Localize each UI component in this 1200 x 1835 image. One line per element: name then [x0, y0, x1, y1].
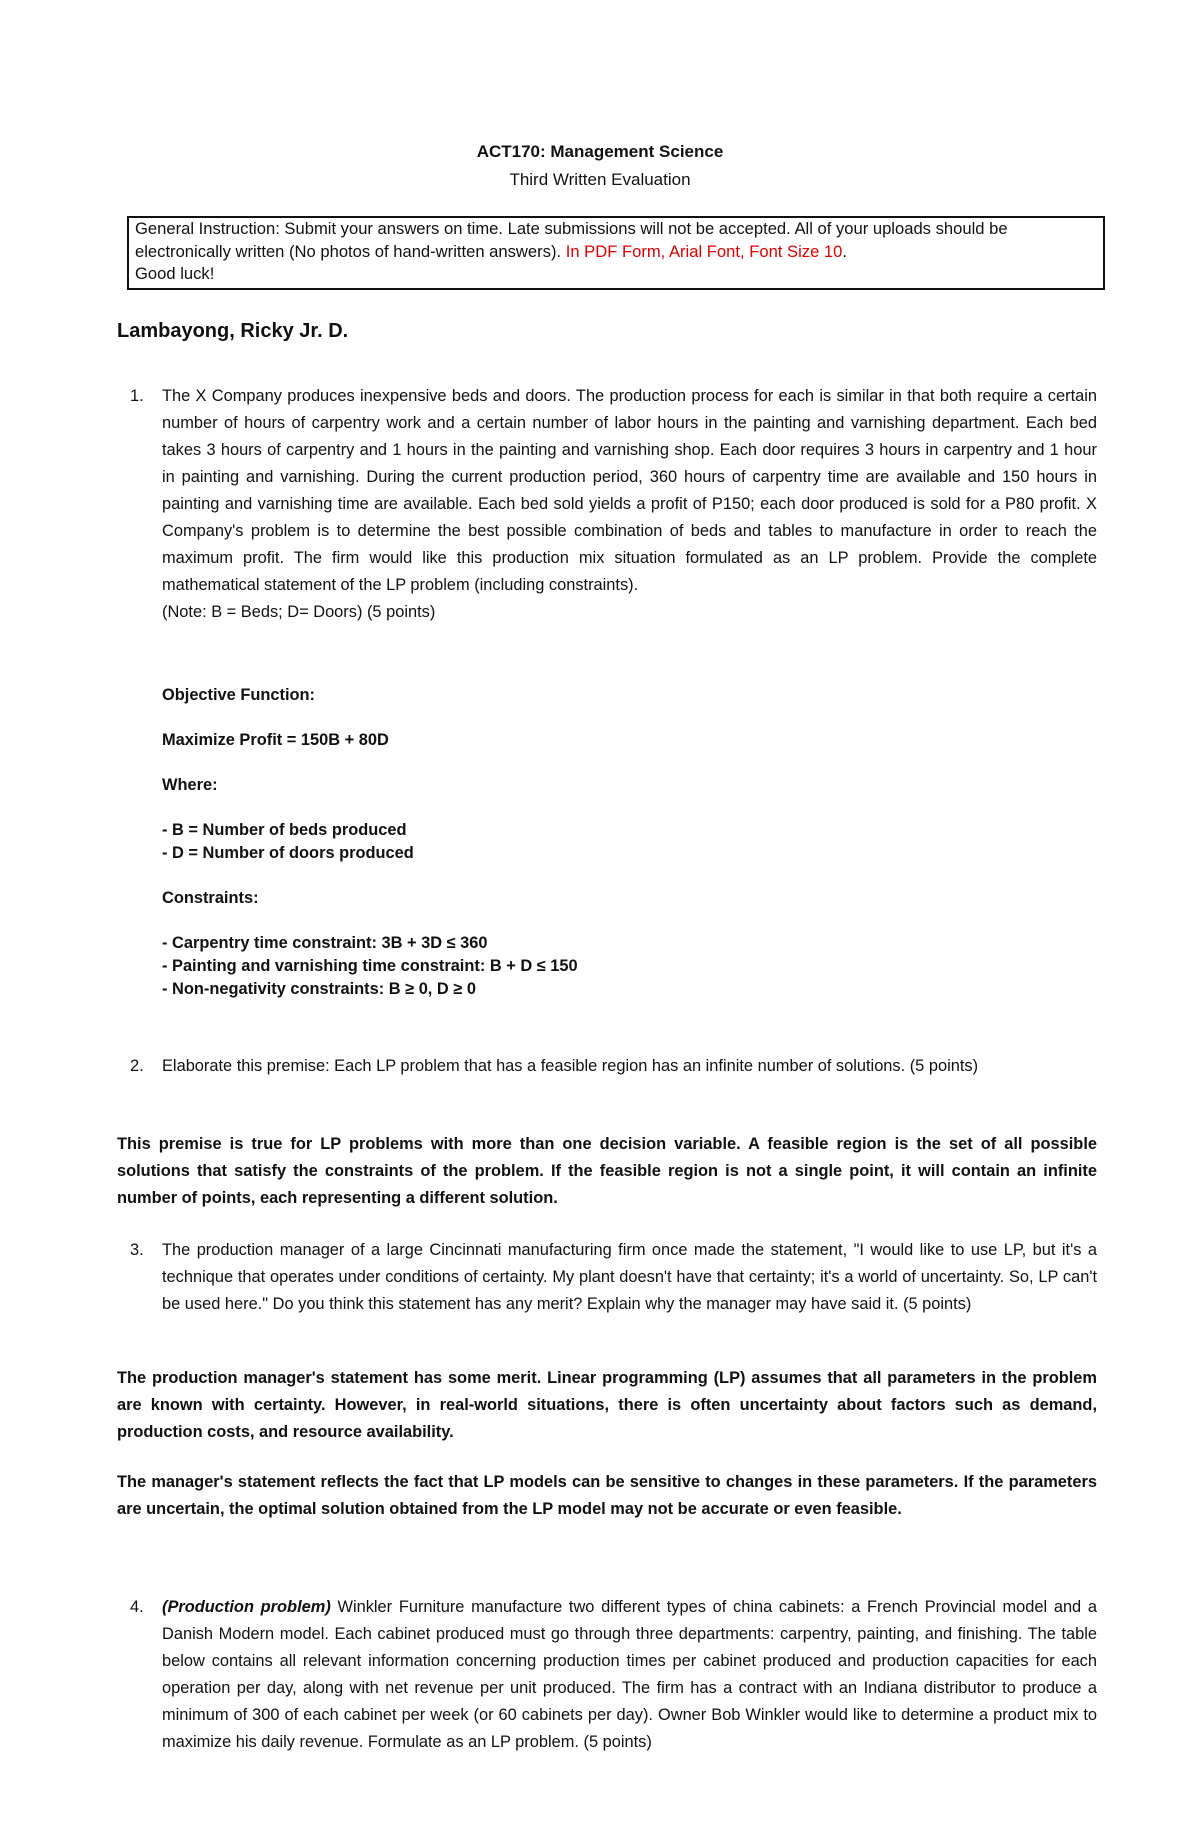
question-number: 1.: [130, 387, 144, 405]
answer-2: [117, 1131, 1097, 1212]
variable-definition: - B = Number of beds produced: [162, 821, 407, 839]
answer-paragraph: The production manager's statement has some merit. Linear programming (LP) assumes that all parameters in the problem are known with certainty. However, in real-world situations, there is often uncertainty about factors such as demand, production costs, and resource availability.: [117, 1369, 1097, 1441]
question-1: [130, 383, 1097, 626]
answer-paragraph: This premise is true for LP problems with more than one decision variable. A feasible region is the set of all possible solutions that satisfy the constraints of the problem. If the feasible region is not a single point, it will contain an infinite number of points, each representing a different solution.: [117, 1135, 1097, 1207]
question-text: [162, 1594, 1097, 1756]
question-2: [130, 1053, 1097, 1080]
question-body: Winkler Furniture manufacture two different types of china cabinets: a French Provincial model and a Danish Modern model. Each cabinet produced must go through three departments: carpentry, painting, and finishing. The table below contains all relevant information concerning production times per cabinet produced and production capacities for each operation per day, along with net revenue per unit produced. The firm has a contract with an Indiana distributor to produce a minimum of 300 of each cabinet per week (or 60 cabinets per day). Owner Bob Winkler would like to determine a product mix to maximize his daily revenue. Formulate as an LP problem. (5 points): [162, 1598, 1097, 1751]
question-text: The X Company produces inexpensive beds and doors. The production process for each is similar in that both require a certain number of hours of carpentry work and a certain number of labor hours in the painting and varnishing department. Each bed takes 3 hours of carpentry and 1 hours in the painting and varnishing shop. Each door requires 3 hours in carpentry and 1 hour in painting and varnishing. During the current production period, 360 hours of carpentry time are available and 150 hours in painting and varnishing time are available. Each bed sold yields a profit of P150; each door produced is sold for a P80 profit. X Company's problem is to determine the best possible combination of beds and tables to manufacture in order to reach the maximum profit. The firm would like this production mix situation formulated as an LP problem. Provide the complete mathematical statement of the LP problem (including constraints).: [162, 387, 1097, 594]
general-instructions-box: [127, 216, 1105, 290]
instructions-period: .: [842, 241, 847, 261]
objective-heading: Objective Function:: [162, 686, 315, 704]
instructions-closing: Good luck!: [135, 264, 215, 283]
instructions-text: General Instruction: Submit your answers on time. Late submissions will not be accepted. All of your uploads should be electronically written (No photos of hand-written answers).: [135, 219, 1008, 261]
question-text: The production manager of a large Cincinnati manufacturing firm once made the statement, "I would like to use LP, but it's a technique that operates under conditions of certainty. My plant doesn't have that certainty; it's a world of uncertainty. So, LP can't be used here." Do you think this statement has any merit? Explain why the manager may have said it. (5 points): [162, 1241, 1097, 1313]
question-number: 3.: [130, 1241, 144, 1259]
student-name: Lambayong, Ricky Jr. D.: [117, 320, 349, 342]
question-text: Elaborate this premise: Each LP problem that has a feasible region has an infinite number of solutions. (5 points): [162, 1057, 979, 1075]
objective-function: Maximize Profit = 150B + 80D: [162, 731, 389, 749]
variable-definition: - D = Number of doors produced: [162, 844, 414, 862]
question-number: 4.: [130, 1598, 144, 1616]
answer-paragraph: The manager's statement reflects the fact that LP models can be sensitive to changes in these parameters. If the parameters are uncertain, the optimal solution obtained from the LP model may not be accurate or even feasible.: [117, 1473, 1097, 1518]
question-3: [130, 1237, 1097, 1318]
constraint-item: - Non-negativity constraints: B ≥ 0, D ≥ 0: [162, 980, 476, 998]
question-number: 2.: [130, 1057, 144, 1075]
constraint-item: - Painting and varnishing time constraint: B + D ≤ 150: [162, 957, 578, 975]
where-heading: Where:: [162, 776, 218, 794]
question-4: [130, 1594, 1097, 1756]
question-label: (Production problem): [162, 1598, 331, 1616]
constraints-heading: Constraints:: [162, 889, 259, 907]
evaluation-subtitle: Third Written Evaluation: [509, 170, 691, 189]
instructions-format-requirement: In PDF Form, Arial Font, Font Size 10: [565, 241, 843, 261]
constraint-item: - Carpentry time constraint: 3B + 3D ≤ 360: [162, 934, 488, 952]
course-title: ACT170: Management Science: [476, 142, 724, 161]
answer-1: [162, 684, 578, 1001]
question-note: (Note: B = Beds; D= Doors) (5 points): [162, 603, 436, 621]
answer-3: [117, 1365, 1097, 1523]
